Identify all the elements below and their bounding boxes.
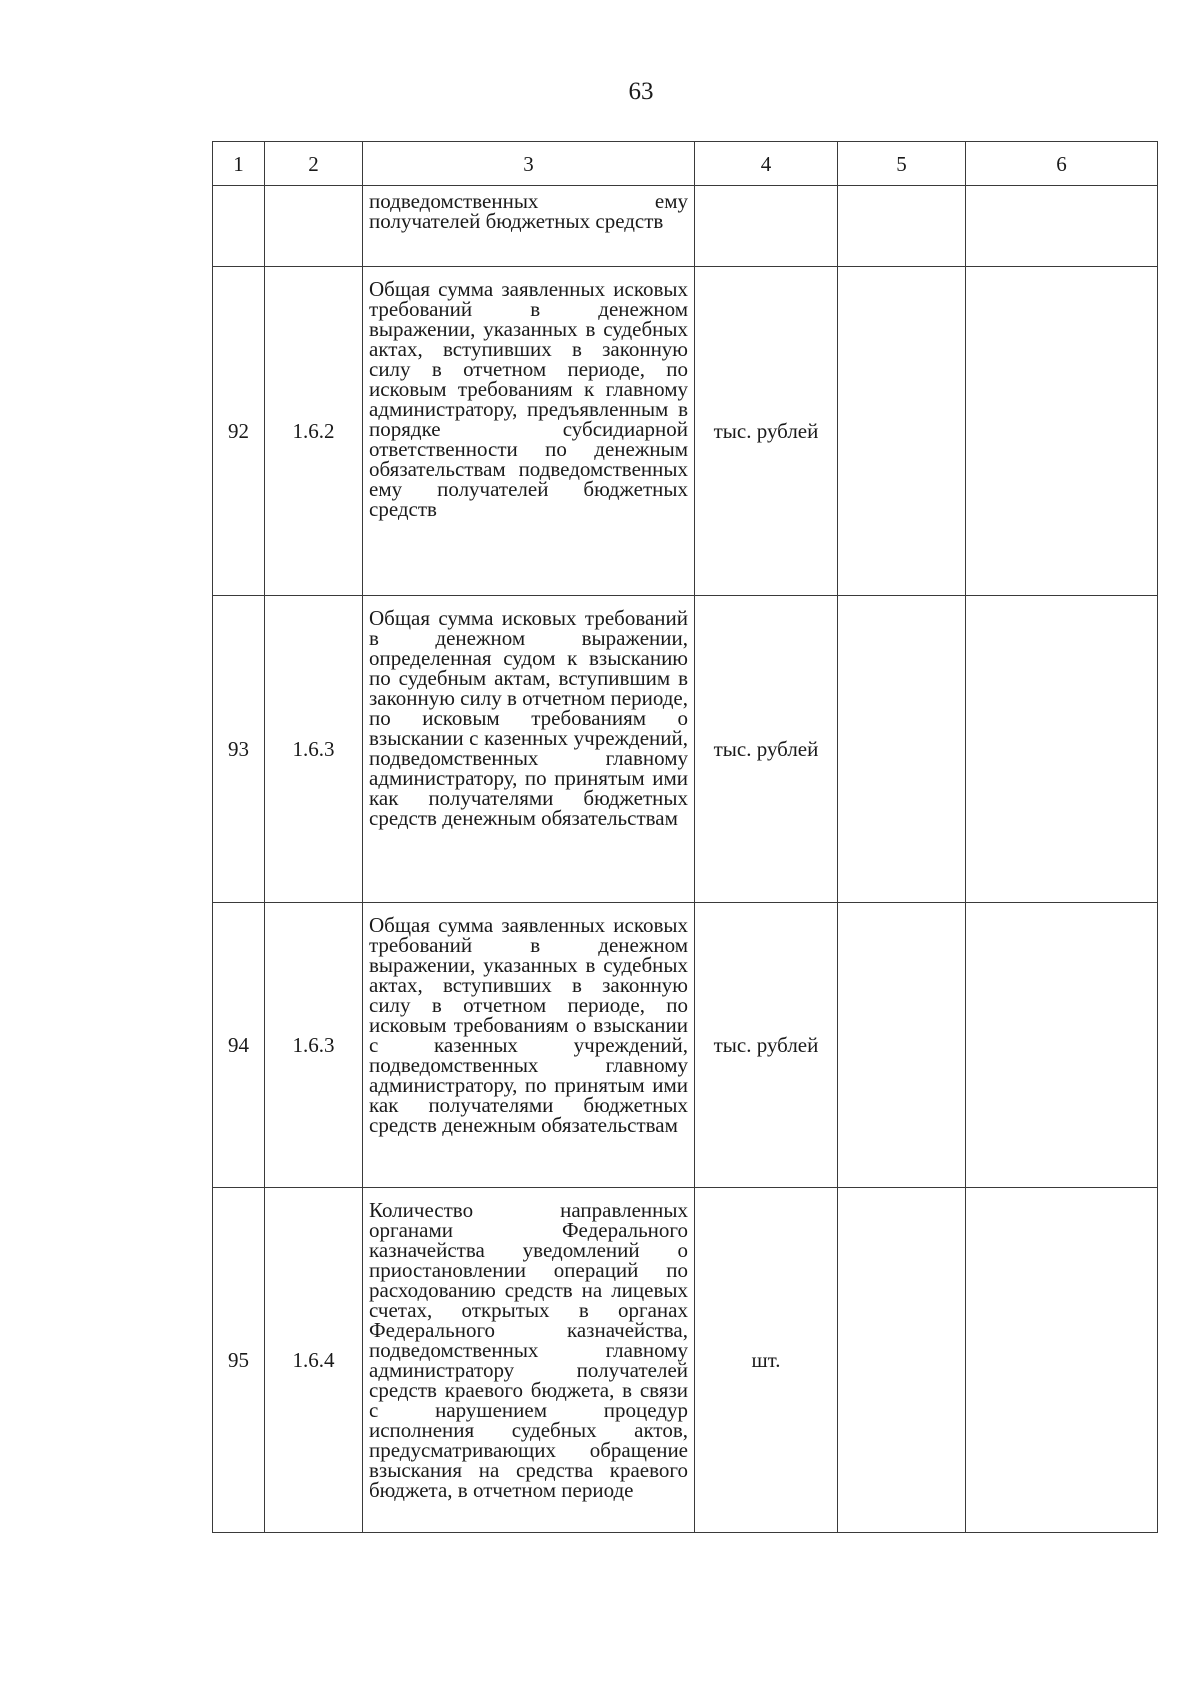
row-col5 [838,267,966,596]
row-description: Общая сумма заявленных исковых требований в денежном выражении, указанных в судебных актах, вступивших в законную силу в отчетном периоде, по исковым требованиям о взыскании с казенных учреждений, подведомственных главному администратору, по принятым ими как получателями бюджетных средств денежным обязательствам [363,903,695,1188]
row-unit [695,186,838,267]
row-number: 93 [213,596,265,903]
row-col6 [966,596,1158,903]
header-cell-4: 4 [695,142,838,186]
header-cell-1: 1 [213,142,265,186]
row-code: 1.6.3 [265,903,363,1188]
page-number-text: 63 [628,78,654,105]
row-col6 [966,267,1158,596]
row-description: Количество направленных органами Федерального казначейства уведомлений о приостановлении операций по расходованию средств на лицевых счетах, открытых в органах Федерального казначейства, подведомственных главному администратору получателей средств краевого бюджета, в связи с нарушением процедур исполнения судебных актов, предусматривающих обращение взыскания на средства краевого бюджета, в отчетном периоде [363,1188,695,1533]
row-col5 [838,596,966,903]
row-code: 1.6.2 [265,267,363,596]
indicator-table [212,141,1158,1533]
table-row [213,267,1158,596]
row-description: Общая сумма заявленных исковых требований в денежном выражении, указанных в судебных актах, вступивших в законную силу в отчетном периоде, по исковым требованиям к главному администратору, предъявленным в порядке субсидиарной ответственности по денежным обязательствам подведомственных ему получателей бюджетных средств [363,267,695,596]
header-cell-3: 3 [363,142,695,186]
row-code: 1.6.4 [265,1188,363,1533]
row-col5 [838,903,966,1188]
row-col5 [838,1188,966,1533]
row-unit: тыс. рублей [695,596,838,903]
row-number: 94 [213,903,265,1188]
row-code [265,186,363,267]
table-row [213,596,1158,903]
row-code: 1.6.3 [265,596,363,903]
row-description: подведомственных ему получателей бюджетных средств [363,186,695,267]
row-number: 95 [213,1188,265,1533]
row-col6 [966,186,1158,267]
row-col5 [838,186,966,267]
table-row [213,1188,1158,1533]
table-row [213,903,1158,1188]
row-col6 [966,1188,1158,1533]
header-cell-2: 2 [265,142,363,186]
row-unit: шт. [695,1188,838,1533]
row-unit: тыс. рублей [695,903,838,1188]
page-number [82,78,1200,106]
table-header-row [213,142,1158,186]
row-col6 [966,903,1158,1188]
header-cell-6: 6 [966,142,1158,186]
row-unit: тыс. рублей [695,267,838,596]
row-number [213,186,265,267]
row-number: 92 [213,267,265,596]
header-cell-5: 5 [838,142,966,186]
row-description: Общая сумма исковых требований в денежном выражении, определенная судом к взысканию по судебным актам, вступившим в законную силу в отчетном периоде, по исковым требованиям о взыскании с казенных учреждений, подведомственных главному администратору, по принятым ими как получателями бюджетных средств денежным обязательствам [363,596,695,903]
table-row [213,186,1158,267]
